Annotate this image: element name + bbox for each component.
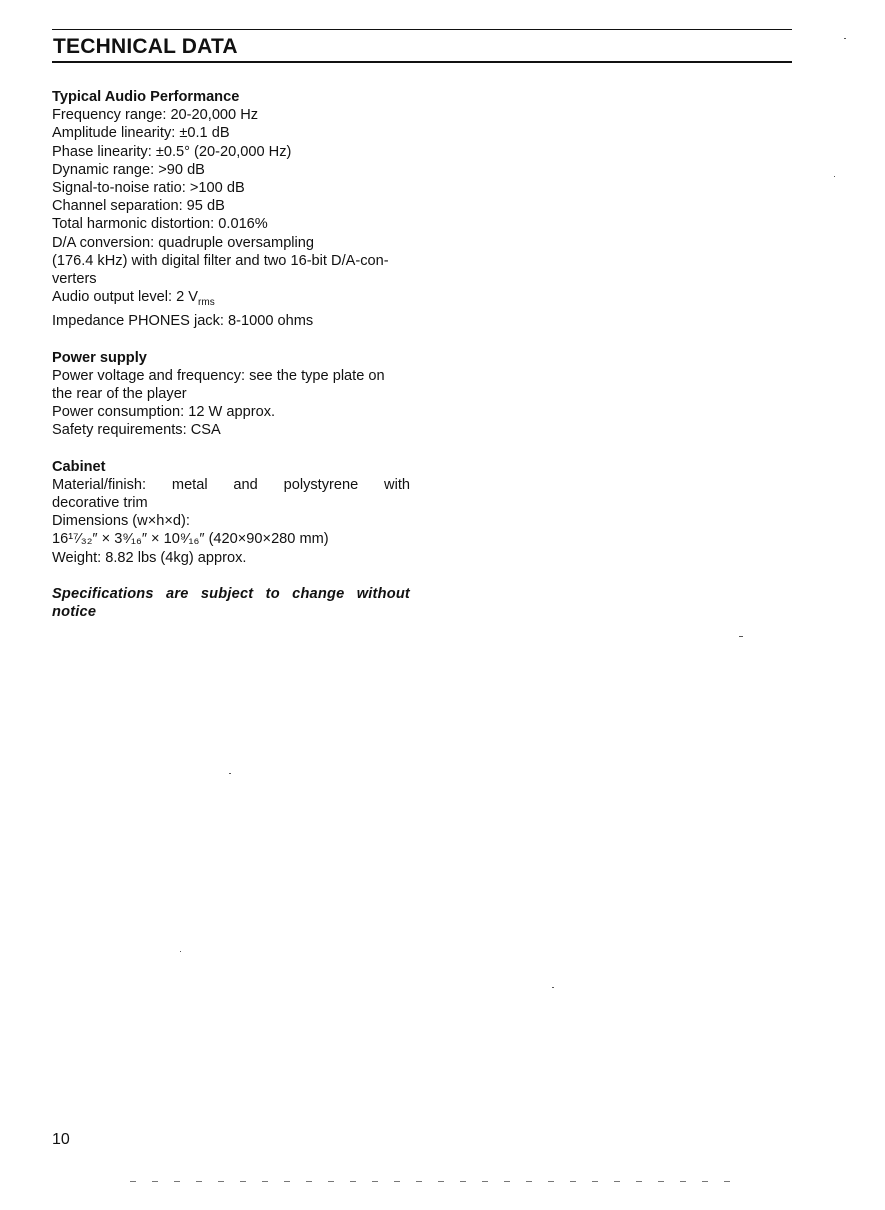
audio-output-level bbox=[52, 288, 410, 312]
spec-line: Dimensions (w×h×d): bbox=[52, 513, 190, 530]
spec-line: 16¹⁷⁄₃₂″ × 3⁹⁄₁₆″ × 10⁹⁄₁₆″ (420×90×280 mm) bbox=[52, 531, 329, 548]
specifications-notice bbox=[52, 585, 410, 621]
spec-line: D/A conversion: quadruple oversampling bbox=[52, 234, 315, 251]
spec-line: Weight: 8.82 lbs (4kg) approx. bbox=[52, 549, 247, 566]
power-supply-heading: Power supply bbox=[52, 349, 147, 366]
spec-line: Power consumption: 12 W approx. bbox=[52, 404, 276, 421]
page-number: 10 bbox=[52, 1131, 70, 1148]
top-rule bbox=[52, 29, 792, 30]
cabinet-heading: Cabinet bbox=[52, 458, 106, 475]
spec-line: Channel separation: 95 dB bbox=[52, 198, 225, 215]
spec-line: Phase linearity: ±0.5° (20-20,000 Hz) bbox=[52, 143, 292, 160]
title-underline bbox=[52, 61, 792, 63]
spec-line: Frequency range: 20-20,000 Hz bbox=[52, 107, 259, 124]
spec-line: Safety requirements: CSA bbox=[52, 422, 221, 439]
audio-output-subscript: rms bbox=[198, 297, 215, 309]
spec-line: decorative trim bbox=[52, 494, 148, 511]
scan-speck bbox=[130, 1181, 730, 1182]
scan-speck bbox=[834, 176, 835, 177]
spec-line: verters bbox=[52, 271, 97, 288]
audio-output-label: Audio output level: 2 V bbox=[52, 289, 199, 306]
spec-line: Dynamic range: >90 dB bbox=[52, 161, 205, 178]
page-title: TECHNICAL DATA bbox=[53, 35, 238, 58]
spec-line: (176.4 kHz) with digital filter and two 16-bit D/A-con- bbox=[52, 252, 389, 269]
spec-line: Total harmonic distortion: 0.016% bbox=[52, 216, 268, 233]
spec-line: the rear of the player bbox=[52, 385, 187, 402]
scan-speck bbox=[229, 773, 231, 774]
spec-content bbox=[52, 88, 410, 621]
spec-line: Amplitude linearity: ±0.1 dB bbox=[52, 125, 230, 142]
scan-speck bbox=[180, 951, 181, 952]
audio-performance-heading: Typical Audio Performance bbox=[52, 89, 240, 105]
power-supply-section bbox=[52, 349, 410, 440]
audio-performance-section bbox=[52, 88, 410, 331]
scan-speck bbox=[739, 636, 743, 637]
notice-line: notice bbox=[52, 603, 97, 620]
spec-line: Material/finish: metal and polystyrene with bbox=[52, 476, 410, 493]
spec-line: Power voltage and frequency: see the type plate on bbox=[52, 367, 385, 384]
notice-line: Specifications are subject to change without bbox=[52, 585, 410, 602]
scan-speck bbox=[844, 38, 846, 39]
cabinet-section bbox=[52, 458, 410, 567]
spec-line: Signal-to-noise ratio: >100 dB bbox=[52, 180, 245, 197]
scan-speck bbox=[552, 987, 554, 988]
spec-line: Impedance PHONES jack: 8-1000 ohms bbox=[52, 313, 314, 330]
